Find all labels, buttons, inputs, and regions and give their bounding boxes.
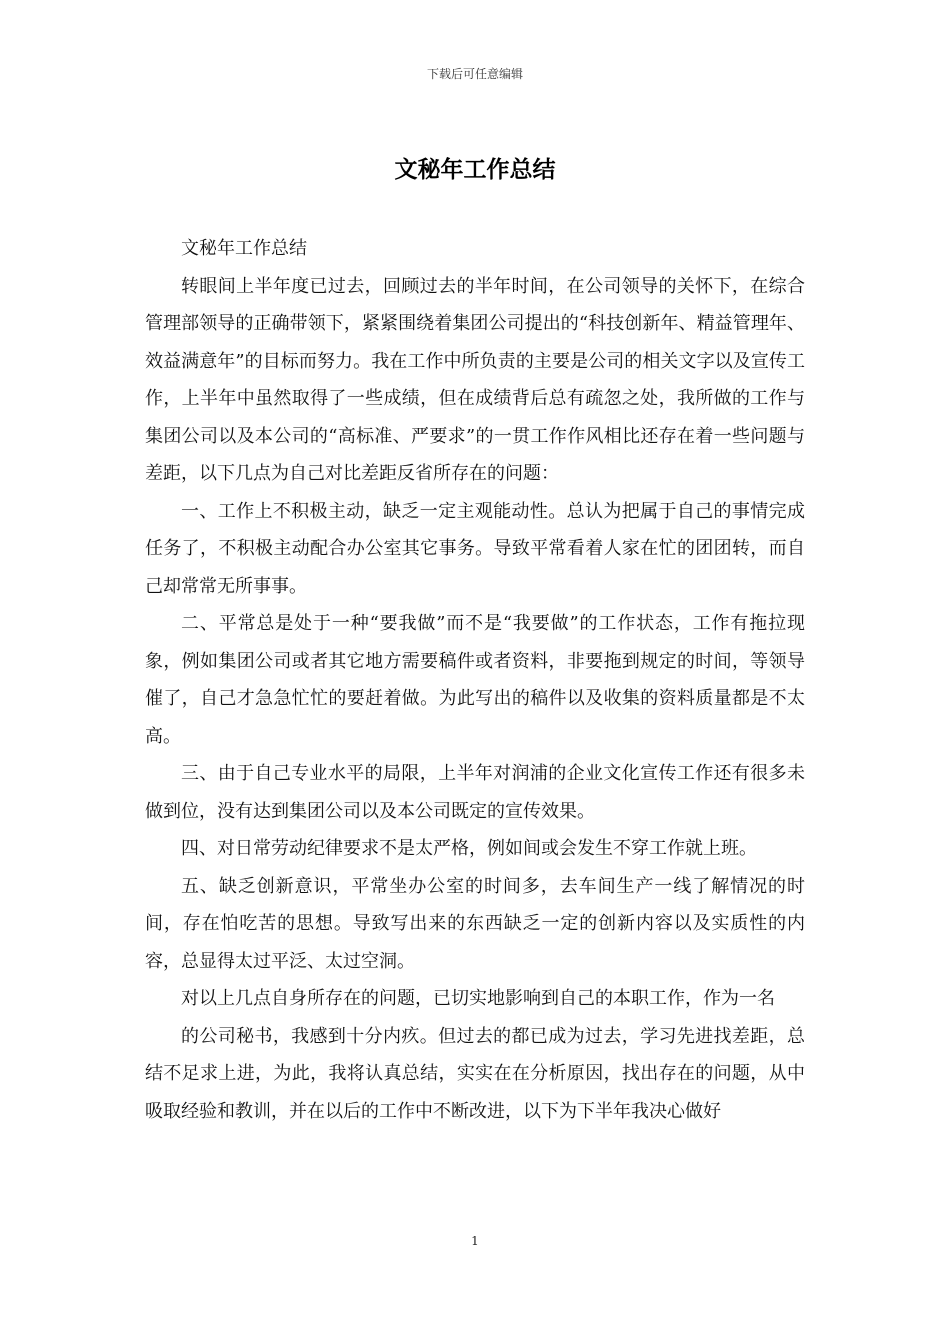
paragraph-conclusion: 的公司秘书，我感到十分内疚。但过去的都已成为过去，学习先进找差距，总结不足求上进，为此，我将认真总结，实实在在分析原因，找出存在的问题，从中吸取经验和教训，并在以后的工作中不断改进，以下为下半年我决心做好: [145, 1025, 805, 1122]
paragraph-issue-1: 一、工作上不积极主动，缺乏一定主观能动性。总认为把属于自己的事情完成任务了，不积极主动配合办公室其它事务。导致平常看着人家在忙的团团转，而自己却常常无所事事。: [145, 500, 805, 597]
paragraph-reflection: 对以上几点自身所存在的问题，已切实地影响到自己的本职工作，作为一名: [181, 988, 775, 1009]
paragraph-issue-5: 五、缺乏创新意识，平常坐办公室的时间多，去车间生产一线了解情况的时间，存在怕吃苦的思想。导致写出来的东西缺乏一定的创新内容以及实质性的内容，总显得太过平泛、太过空洞。: [145, 875, 805, 972]
document-body: [145, 230, 805, 1130]
paragraph-subtitle: 文秘年工作总结: [181, 238, 307, 259]
paragraph-issue-3: 三、由于自己专业水平的局限，上半年对润浦的企业文化宣传工作还有很多未做到位，没有达到集团公司以及本公司既定的宣传效果。: [145, 763, 805, 822]
paragraph-issue-4: 四、对日常劳动纪律要求不是太严格，例如间或会发生不穿工作就上班。: [181, 838, 757, 859]
paragraph-issue-2: 二、平常总是处于一种“要我做”而不是“我要做”的工作状态，工作有拖拉现象，例如集团公司或者其它地方需要稿件或者资料，非要拖到规定的时间，等领导催了，自己才急急忙忙的要赶着做。为此写出的稿件以及收集的资料质量都是不太高。: [145, 613, 805, 747]
paragraph-intro: 转眼间上半年度已过去，回顾过去的半年时间，在公司领导的关怀下，在综合管理部领导的正确带领下，紧紧围绕着集团公司提出的“科技创新年、精益管理年、效益满意年”的目标而努力。我在工作中所负责的主要是公司的相关文字以及宣传工作，上半年中虽然取得了一些成绩，但在成绩背后总有疏忽之处，我所做的工作与集团公司以及本公司的“高标准、严要求”的一贯工作作风相比还存在着一些问题与差距，以下几点为自己对比差距反省所存在的问题：: [145, 275, 805, 484]
page-number: 1: [471, 1234, 479, 1248]
page-header-note: 下载后可任意编辑: [426, 67, 523, 81]
document-title: 文秘年工作总结: [394, 156, 556, 183]
